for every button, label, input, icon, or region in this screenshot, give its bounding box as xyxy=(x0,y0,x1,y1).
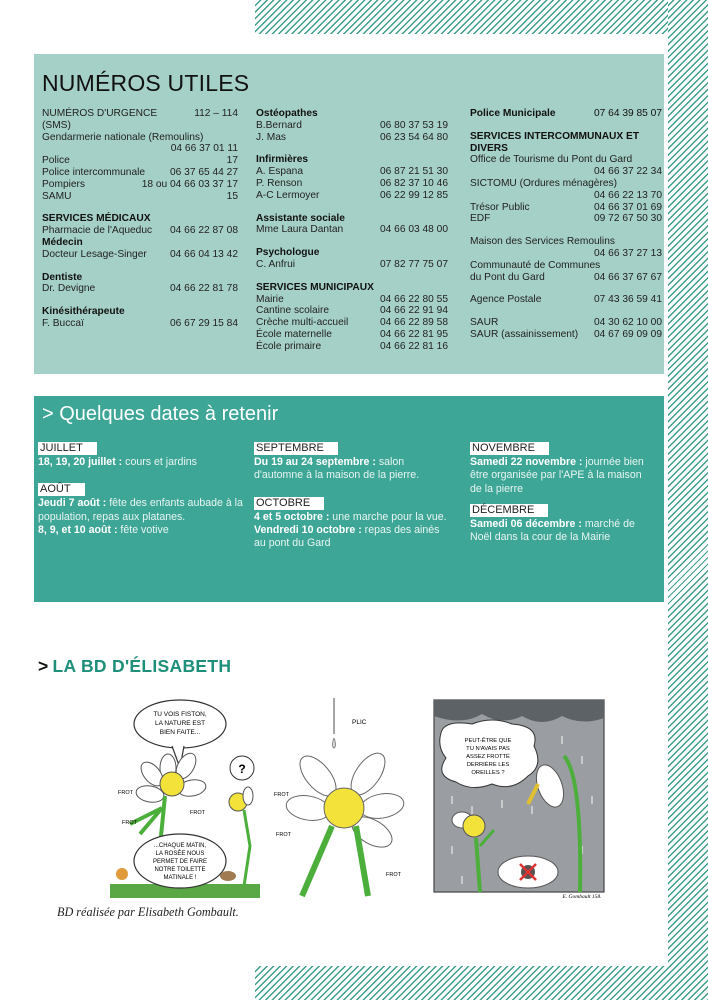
event-item xyxy=(470,518,655,545)
svg-text:E. Gombault 158.: E. Gombault 158. xyxy=(562,894,602,900)
event-item xyxy=(38,497,243,524)
contact-row xyxy=(42,225,238,237)
contact-label: B.Bernard xyxy=(256,119,302,131)
svg-text:OREILLES ?: OREILLES ? xyxy=(471,770,505,776)
svg-text:TU VOIS FISTON,: TU VOIS FISTON, xyxy=(153,711,207,718)
contact-row xyxy=(470,272,662,284)
month-block-october xyxy=(254,497,454,551)
svg-text:TU N'AVAIS PAS: TU N'AVAIS PAS xyxy=(466,746,510,752)
contact-row xyxy=(470,213,662,225)
contact-row xyxy=(42,155,238,167)
contact-label: Police intercommunale xyxy=(42,166,146,178)
contact-row xyxy=(256,305,448,317)
contact-value: 06 67 29 15 84 xyxy=(170,317,238,329)
month-label: JUILLET xyxy=(38,442,97,455)
contact-label: EDF xyxy=(470,213,491,225)
contact-value: 04 66 37 27 13 xyxy=(594,247,662,259)
useful-numbers-column-3 xyxy=(470,108,662,341)
decorative-hatch-top xyxy=(255,0,708,34)
contact-label: Docteur Lesage-Singer xyxy=(42,248,147,260)
contact-label: J. Mas xyxy=(256,131,287,143)
contact-value: 04 67 69 09 09 xyxy=(594,328,662,340)
contact-row xyxy=(42,191,238,203)
contact-row xyxy=(470,294,662,306)
month-block-september xyxy=(254,442,454,483)
contact-row xyxy=(470,329,662,341)
svg-text:FROT: FROT xyxy=(122,820,137,826)
contact-row xyxy=(42,249,238,261)
event-date: Samedi 06 décembre : xyxy=(470,517,582,530)
section-heading-nurses: Infirmières xyxy=(256,154,309,166)
contact-row xyxy=(256,178,448,190)
contact-label: SICTOMU (Ordures ménagères) xyxy=(470,177,618,189)
comic-section-title xyxy=(38,656,231,677)
svg-text:ASSEZ FROTTÉ: ASSEZ FROTTÉ xyxy=(466,754,510,760)
contact-value: 04 66 37 67 67 xyxy=(594,271,662,283)
emergency-sms: (SMS) xyxy=(42,119,71,131)
event-text: repas des ainés au pont du Gard xyxy=(254,523,440,550)
contact-row xyxy=(42,283,238,295)
svg-text:DERRIÈRE LES: DERRIÈRE LES xyxy=(466,762,510,768)
event-date: 8, 9, et 10 août : xyxy=(38,523,118,536)
contact-value: 06 23 54 64 80 xyxy=(380,131,448,143)
contact-label: SAUR (assainissement) xyxy=(470,328,579,340)
dates-column-3 xyxy=(470,442,655,544)
useful-numbers-column-2 xyxy=(256,108,448,353)
contact-label: A. Espana xyxy=(256,166,304,178)
comic-panel-2 xyxy=(272,696,422,900)
contact-row xyxy=(256,259,448,271)
section-heading-psychologist: Psychologue xyxy=(256,247,320,259)
contact-label: École maternelle xyxy=(256,328,332,340)
dates-column-1 xyxy=(38,442,243,537)
emergency-value: 112 – 114 xyxy=(194,108,238,119)
event-item xyxy=(254,456,454,483)
comic-caption: BD réalisée par Elisabeth Gombault. xyxy=(57,905,239,919)
contact-row xyxy=(256,120,448,132)
svg-text:?: ? xyxy=(238,762,246,776)
comic-title-text: LA BD D'ÉLISABETH xyxy=(52,656,232,676)
contact-value: 07 64 39 85 07 xyxy=(594,108,662,119)
section-heading-dentist: Dentiste xyxy=(42,271,83,283)
contact-value: 07 82 77 75 07 xyxy=(380,258,448,270)
contact-row xyxy=(256,166,448,178)
decorative-hatch-right xyxy=(668,0,708,1000)
contact-label: SAUR xyxy=(470,317,499,329)
contact-value: 04 66 22 87 08 xyxy=(170,225,238,237)
contact-value: 17 xyxy=(226,155,238,167)
contact-row xyxy=(256,329,448,341)
contact-label: Dr. Devigne xyxy=(42,283,96,295)
dates-column-2 xyxy=(254,442,454,550)
month-block-july xyxy=(38,442,243,469)
month-block-december xyxy=(470,504,655,545)
arrow-icon: > xyxy=(38,656,49,676)
contact-value: 04 66 37 01 69 xyxy=(594,201,662,213)
dates-title: > Quelques dates à retenir xyxy=(42,403,279,425)
event-text: cours et jardins xyxy=(122,456,197,468)
contact-label: Mairie xyxy=(256,293,284,305)
contact-label: SAMU xyxy=(42,190,72,202)
svg-text:NOTRE TOILETTE: NOTRE TOILETTE xyxy=(154,867,206,873)
event-text: salon d'automne à la maison de la pierre. xyxy=(254,456,420,482)
decorative-hatch-bottom xyxy=(255,966,708,1000)
event-item xyxy=(254,511,454,524)
contact-label: Office de Tourisme du Pont du Gard xyxy=(470,154,633,166)
contact-row xyxy=(256,190,448,202)
svg-text:PEUT-ÊTRE QUE: PEUT-ÊTRE QUE xyxy=(464,738,512,744)
contact-row xyxy=(256,294,448,306)
contact-label: Crèche multi-accueil xyxy=(256,317,349,329)
contact-value: 04 30 62 10 00 xyxy=(594,317,662,329)
contact-value: 04 66 22 13 70 xyxy=(594,189,662,201)
contact-row xyxy=(470,317,662,329)
contact-label: Police xyxy=(42,155,70,167)
contact-label: Pompiers xyxy=(42,178,86,190)
event-item xyxy=(38,524,243,537)
svg-text:PLIC: PLIC xyxy=(352,719,367,726)
contact-value: 06 37 65 44 27 xyxy=(170,166,238,178)
month-block-august xyxy=(38,483,243,537)
month-label: AOÛT xyxy=(38,483,85,496)
contact-label: Police Municipale xyxy=(470,108,556,119)
contact-label: Agence Postale xyxy=(470,294,542,306)
month-block-november xyxy=(470,442,655,496)
svg-text:FROT: FROT xyxy=(274,792,289,798)
svg-text:BIEN FAITE...: BIEN FAITE... xyxy=(159,729,201,736)
event-date: Samedi 22 novembre : xyxy=(470,456,583,468)
contact-value: 04 66 22 81 78 xyxy=(170,283,238,295)
contact-value: 18 ou 04 66 03 37 17 xyxy=(141,178,238,190)
event-text: fête votive xyxy=(117,523,169,536)
section-heading-intercommunal: SERVICES INTERCOMMUNAUX ET DIVERS xyxy=(470,130,640,154)
section-heading-medical: SERVICES MÉDICAUX xyxy=(42,213,151,225)
contact-value: 04 66 04 13 42 xyxy=(170,248,238,260)
contact-row xyxy=(470,202,662,214)
month-label: DÉCEMBRE xyxy=(470,504,548,517)
contact-row xyxy=(42,167,238,179)
event-item xyxy=(470,456,655,496)
section-heading-osteo: Ostéopathes xyxy=(256,108,318,119)
contact-label: P. Renson xyxy=(256,177,303,189)
month-label: SEPTEMBRE xyxy=(254,442,338,455)
contact-value: 06 80 37 53 19 xyxy=(380,119,448,131)
event-item xyxy=(38,456,243,469)
event-date: 4 et 5 octobre : xyxy=(254,510,330,523)
month-label: OCTOBRE xyxy=(254,497,324,510)
contact-row xyxy=(256,317,448,329)
contact-label: École primaire xyxy=(256,340,322,352)
gendarmerie-value: 04 66 37 01 11 xyxy=(170,143,238,155)
svg-text:FROT: FROT xyxy=(276,832,291,838)
contact-row xyxy=(256,132,448,144)
contact-label: A-C Lermoyer xyxy=(256,189,320,201)
event-text: une marche pour la vue. xyxy=(329,510,447,523)
svg-text:LA NATURE EST: LA NATURE EST xyxy=(154,720,206,727)
event-text: marché de Noël dans la cour de la Mairie xyxy=(470,517,635,544)
emergency-row xyxy=(42,108,238,120)
contact-value: 04 66 22 81 95 xyxy=(380,328,448,340)
contact-value: 04 66 03 48 00 xyxy=(380,224,448,236)
comic-panel-1 xyxy=(110,696,260,900)
contact-label: Pharmacie de l'Aqueduc xyxy=(42,225,153,237)
contact-label: C. Anfrui xyxy=(256,258,296,270)
contact-row xyxy=(256,341,448,353)
daisy-character-son xyxy=(229,787,253,886)
svg-text:PERMET DE FAIRE: PERMET DE FAIRE xyxy=(153,859,207,865)
comic-panel-3 xyxy=(432,696,608,900)
contact-label: Mme Laura Dantan xyxy=(256,224,344,236)
svg-text:FROT: FROT xyxy=(190,810,205,816)
event-item xyxy=(254,524,454,551)
event-date: Vendredi 10 octobre : xyxy=(254,523,362,536)
contact-value: 09 72 67 50 30 xyxy=(594,213,662,225)
contact-row xyxy=(470,108,662,120)
contact-value: 04 66 22 80 55 xyxy=(380,293,448,305)
contact-value: 15 xyxy=(226,190,238,202)
contact-label: Maison des Services Remoulins xyxy=(470,236,615,248)
contact-value: 06 87 21 51 30 xyxy=(380,166,448,178)
dates-panel xyxy=(34,396,664,602)
svg-text:FROT: FROT xyxy=(118,790,133,796)
contact-label: Cantine scolaire xyxy=(256,305,330,317)
useful-numbers-panel xyxy=(34,54,664,374)
section-heading-municipal: SERVICES MUNICIPAUX xyxy=(256,281,374,293)
contact-value: 07 43 36 59 41 xyxy=(594,294,662,306)
useful-numbers-column-1 xyxy=(42,108,238,330)
contact-row xyxy=(256,224,448,236)
month-label: NOVEMBRE xyxy=(470,442,549,455)
emergency-label: NUMÉROS D'URGENCE xyxy=(42,108,158,119)
svg-text:...CHAQUE MATIN,: ...CHAQUE MATIN, xyxy=(153,843,207,849)
gendarmerie-label: Gendarmerie nationale (Remoulins) xyxy=(42,131,204,143)
event-date: Du 19 au 24 septembre : xyxy=(254,456,376,468)
contact-row xyxy=(42,179,238,191)
contact-value: 04 66 22 81 16 xyxy=(380,340,448,352)
contact-row xyxy=(42,318,238,330)
event-date: 18, 19, 20 juillet : xyxy=(38,456,123,468)
contact-label: F. Buccaï xyxy=(42,317,84,329)
section-heading-doctor: Médecin xyxy=(42,236,83,248)
svg-text:LA ROSÉE NOUS: LA ROSÉE NOUS xyxy=(155,851,205,857)
contact-value: 06 82 37 10 46 xyxy=(380,177,448,189)
event-text: fête des enfants aubade à la population, repas aux platanes. xyxy=(38,497,243,523)
useful-numbers-title: NUMÉROS UTILES xyxy=(42,70,250,96)
contact-value: 04 66 22 89 58 xyxy=(380,317,448,329)
contact-value: 04 66 22 91 94 xyxy=(380,305,448,317)
contact-label: du Pont du Gard xyxy=(470,271,545,283)
svg-text:MATINALE !: MATINALE ! xyxy=(163,875,197,881)
contact-value: 04 66 37 22 34 xyxy=(594,166,662,178)
event-text: journée bien être organisée par l'APE à la maison de la pierre xyxy=(470,456,644,495)
svg-text:FROT: FROT xyxy=(386,872,401,878)
event-date: Jeudi 7 août : xyxy=(38,497,107,510)
contact-label: Trésor Public xyxy=(470,201,530,213)
section-heading-social: Assistante sociale xyxy=(256,212,345,224)
section-heading-physio: Kinésithérapeute xyxy=(42,306,125,318)
contact-label: Communauté de Communes xyxy=(470,259,601,271)
contact-value: 06 22 99 12 85 xyxy=(380,189,448,201)
